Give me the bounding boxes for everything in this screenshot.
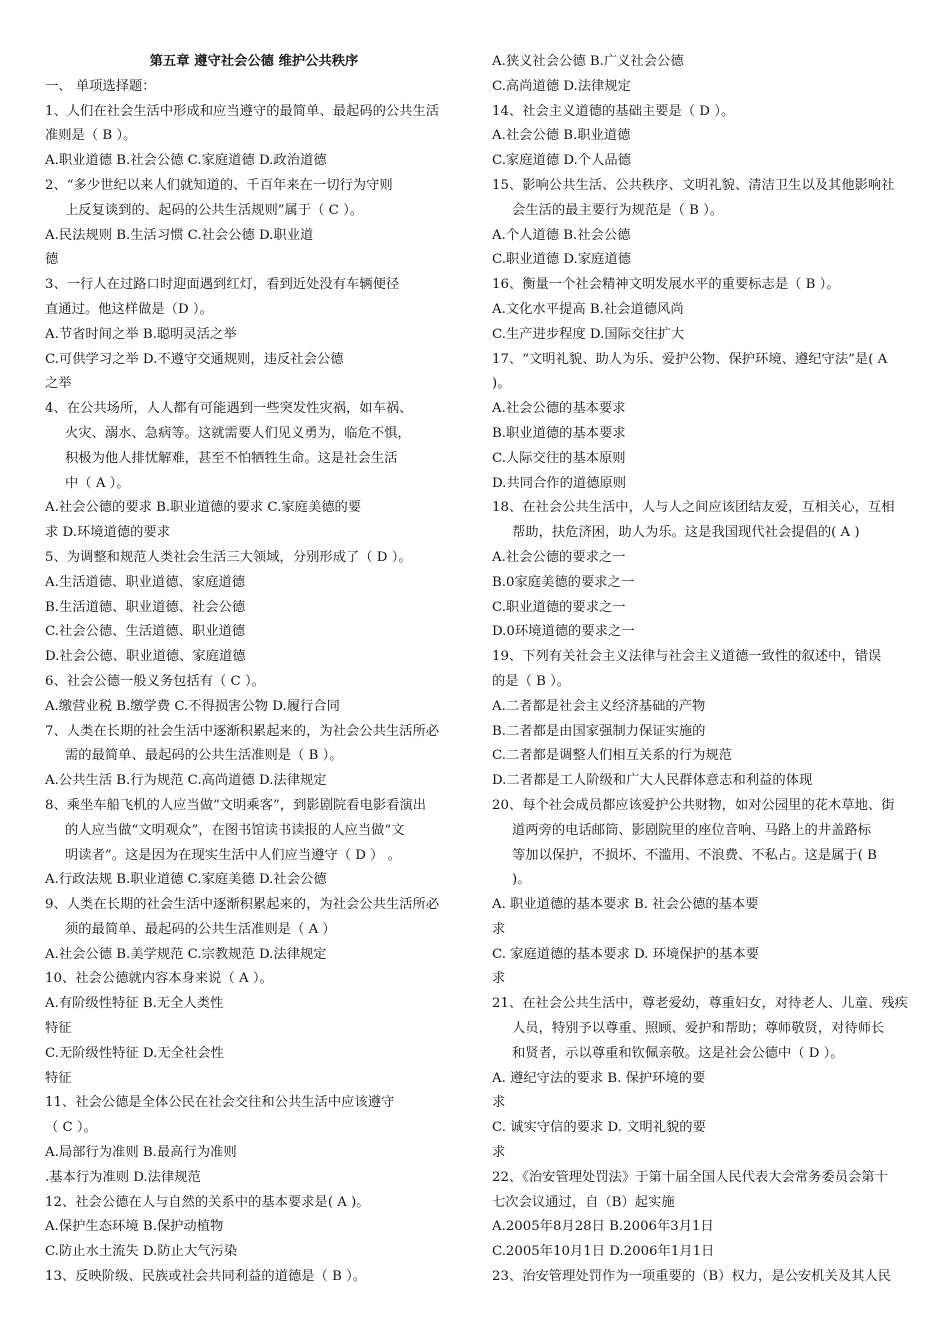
- text-line: A. 职业道德的基本要求 B. 社会公德的基本要: [492, 897, 759, 913]
- left-column: [45, 50, 463, 1290]
- text-line: C.人际交往的基本原则: [492, 450, 626, 466]
- text-line: C.职业道德 D.家庭道德: [492, 252, 631, 268]
- text-line: 13、反映阶级、民族或社会共同利益的道德是（ B ）。: [45, 1269, 367, 1285]
- text-line: .基本行为准则 D.法律规范: [45, 1169, 201, 1185]
- text-line: A.有阶级性特征 B.无全人类性: [45, 996, 224, 1012]
- text-line: 9、人类在长期的社会生活中逐渐积累起来的，为社会公共生活所必: [45, 897, 440, 913]
- text-line: 16、衡量一个社会精神文明发展水平的重要标志是（ B ）。: [492, 277, 840, 293]
- text-line: 10、社会公德就内容本身来说（ A ）。: [45, 971, 273, 987]
- text-line: 的是（ B ）。: [492, 673, 571, 689]
- text-line: )。: [512, 872, 531, 888]
- text-line: D.二者都是工人阶级和广大人民群体意志和利益的体现: [492, 773, 813, 789]
- text-line: 需的最简单、最起码的公共生活准则是（ B ）。: [65, 748, 343, 764]
- text-line: 18、在社会公共生活中，人与人之间应该团结友爱，互相关心，互相: [492, 500, 895, 516]
- text-line: A.职业道德 B.社会公德 C.家庭道德 D.政治道德: [45, 153, 327, 169]
- text-line: A.局部行为准则 B.最高行为准则: [45, 1145, 237, 1161]
- text-line: A.保护生态环境 B.保护动植物: [45, 1219, 224, 1235]
- text-line: 帮助，扶危济困，助人为乐。这是我国现代社会提倡的( A ): [512, 525, 860, 541]
- text-line: C. 诚实守信的要求 D. 文明礼貌的要: [492, 1120, 706, 1136]
- text-line: B.职业道德的基本要求: [492, 425, 626, 441]
- text-line: A.缴营业税 B.缴学费 C.不得损害公物 D.履行合同: [45, 698, 340, 714]
- text-line: B.二者都是由国家强制力保证实施的: [492, 723, 706, 739]
- text-line: D.0环境道德的要求之一: [492, 624, 635, 640]
- text-line: 求: [492, 1095, 506, 1111]
- text-line: A.节省时间之举 B.聪明灵活之举: [45, 326, 237, 342]
- text-line: A.民法规则 B.生活习惯 C.社会公德 D.职业道: [45, 227, 314, 243]
- text-line: C.可供学习之举 D.不遵守交通规则，违反社会公德: [45, 351, 344, 367]
- text-line: 8、乘坐车船飞机的人应当做“文明乘客”，到影剧院看电影看演出: [45, 797, 427, 813]
- right-column: [492, 50, 910, 1290]
- text-line: A.2005年8月28日 B.2006年3月1日: [492, 1219, 714, 1235]
- text-line: )。: [492, 376, 511, 392]
- text-line: A.个人道德 B.社会公德: [492, 227, 631, 243]
- text-line: A.公共生活 B.行为规范 C.高尚道德 D.法律规定: [45, 773, 327, 789]
- text-line: 特征: [45, 1070, 72, 1086]
- text-line: C.二者都是调整人们相互关系的行为规范: [492, 748, 732, 764]
- text-line: 准则是（ B ）。: [45, 128, 137, 144]
- text-line: 求: [492, 921, 506, 937]
- text-line: A.社会公德 B.美学规范 C.宗教规范 D.法律规定: [45, 946, 327, 962]
- text-line: A.生活道德、职业道德、家庭道德: [45, 574, 245, 590]
- text-line: 22、《治安管理处罚法》于第十届全国人民代表大会常务委员会第十: [492, 1169, 888, 1185]
- text-line: A.社会公德的基本要求: [492, 401, 626, 417]
- text-line: 德: [45, 252, 59, 268]
- text-line: 1、人们在社会生活中形成和应当遵守的最简单、最起码的公共生活: [45, 103, 440, 119]
- text-line: B.0家庭美德的要求之一: [492, 574, 635, 590]
- text-line: 6、社会公德一般义务包括有（ C ）。: [45, 673, 265, 689]
- text-line: 积极为他人排忧解难，甚至不怕牺牲生命。这是社会生活: [65, 450, 398, 466]
- text-line: D.社会公德、职业道德、家庭道德: [45, 649, 246, 665]
- text-line: 火灾、溺水、急病等。这就需要人们见义勇为，临危不惧，: [65, 425, 411, 441]
- text-line: 21、在社会公共生活中，尊老爱幼，尊重妇女，对待老人、儿童、残疾: [492, 996, 908, 1012]
- text-line: 5、为调整和规范人类社会生活三大领域，分别形成了（ D ）。: [45, 549, 412, 565]
- text-line: A.狭义社会公德 B.广义社会公德: [492, 54, 684, 69]
- page-title: 第五章 遵守社会公德 维护公共秩序: [149, 54, 359, 69]
- text-line: C.防止水土流失 D.防止大气污染: [45, 1244, 238, 1260]
- text-line: 19、下列有关社会主义法律与社会主义道德一致性的叙述中，错误: [492, 649, 882, 665]
- text-line: 等加以保护，不损坏、不滥用、不浪费、不私占。这是属于( B: [512, 847, 877, 863]
- text-line: 11、社会公德是全体公民在社会交往和公共生活中应该遵守: [45, 1095, 395, 1111]
- text-line: 明读者”。这是因为在现实生活中人们应当遵守（ D ） 。: [65, 847, 401, 863]
- text-line: C.无阶级性特征 D.无全社会性: [45, 1045, 224, 1061]
- text-line: A.文化水平提高 B.社会道德风尚: [492, 301, 684, 317]
- text-line: A.行政法规 B.职业道德 C.家庭美德 D.社会公德: [45, 872, 327, 888]
- text-line: 3、一行人在过路口时迎面遇到红灯，看到近处没有车辆便径: [45, 277, 400, 293]
- text-line: 须的最简单、最起码的公共生活准则是（ A ）: [65, 921, 336, 937]
- text-line: C.生产进步程度 D.国际交往扩大: [492, 326, 685, 342]
- text-line: C. 家庭道德的基本要求 D. 环境保护的基本要: [492, 946, 760, 962]
- text-line: 一、 单项选择题：: [45, 78, 156, 94]
- text-line: 23、治安管理处罚作为一项重要的（B）权力，是公安机关及其人民: [492, 1269, 892, 1285]
- text-line: 求: [492, 971, 506, 987]
- text-line: 15、影响公共生活、公共秩序、文明礼貌、清洁卫生以及其他影响社: [492, 177, 895, 193]
- text-line: 12、社会公德在人与自然的关系中的基本要求是( A )。: [45, 1194, 370, 1210]
- text-line: 直通过。他这样做是（D ）。: [45, 301, 213, 317]
- text-line: 17、“文明礼貌、助人为乐、爱护公物、保护环境、遵纪守法”是( A: [492, 351, 888, 367]
- text-line: C.高尚道德 D.法律规定: [492, 78, 631, 94]
- text-line: C.职业道德的要求之一: [492, 599, 626, 615]
- text-line: 14、社会主义道德的基础主要是（ D ）。: [492, 103, 735, 119]
- text-line: 之举: [45, 376, 72, 392]
- text-line: D.共同合作的道德原则: [492, 475, 627, 491]
- text-line: A.二者都是社会主义经济基础的产物: [492, 698, 706, 714]
- text-line: 4、在公共场所，人人都有可能遇到一些突发性灾祸，如车祸、: [45, 401, 413, 417]
- text-line: 的人应当做“文明观众”，在图书馆读书读报的人应当做“文: [65, 822, 405, 838]
- text-line: （ C ）。: [45, 1120, 97, 1136]
- text-line: 特征: [45, 1021, 72, 1037]
- text-line: 求 D.环境道德的要求: [45, 525, 171, 541]
- text-line: 2、“多少世纪以来人们就知道的、千百年来在一切行为守则: [45, 177, 393, 193]
- text-line: A.社会公德的要求 B.职业道德的要求 C.家庭美德的要: [45, 500, 362, 516]
- text-line: 人员，特别予以尊重、照顾、爱护和帮助；尊师敬贤，对待师长: [512, 1021, 885, 1037]
- text-line: A. 遵纪守法的要求 B. 保护环境的要: [492, 1070, 706, 1086]
- text-line: C.2005年10月1日 D.2006年1月1日: [492, 1244, 715, 1260]
- text-line: 道两旁的电话邮筒、影剧院里的座位音响、马路上的井盖路标: [512, 822, 872, 838]
- text-line: 七次会议通过，自（B）起实施: [492, 1194, 675, 1210]
- text-line: 和贤者，示以尊重和钦佩亲敬。这是社会公德中（ D ）。: [512, 1045, 844, 1061]
- text-line: 会生活的最主要行为规范是（ B ）。: [512, 202, 724, 218]
- text-line: 7、人类在长期的社会生活中逐渐积累起来的，为社会公共生活所必: [45, 723, 440, 739]
- text-line: C.家庭道德 D.个人品德: [492, 153, 631, 169]
- text-line: 20、每个社会成员都应该爱护公共财物，如对公园里的花木草地、街: [492, 797, 895, 813]
- text-line: 求: [492, 1145, 506, 1161]
- text-line: 中（ A ）。: [65, 475, 130, 491]
- text-line: 上反复谈到的、起码的公共生活规则”属于（ C ）。: [65, 202, 364, 218]
- text-line: C.社会公德、生活道德、职业道德: [45, 624, 246, 640]
- text-line: B.生活道德、职业道德、社会公德: [45, 599, 246, 615]
- text-line: A.社会公德 B.职业道德: [492, 128, 631, 144]
- text-line: A.社会公德的要求之一: [492, 549, 626, 565]
